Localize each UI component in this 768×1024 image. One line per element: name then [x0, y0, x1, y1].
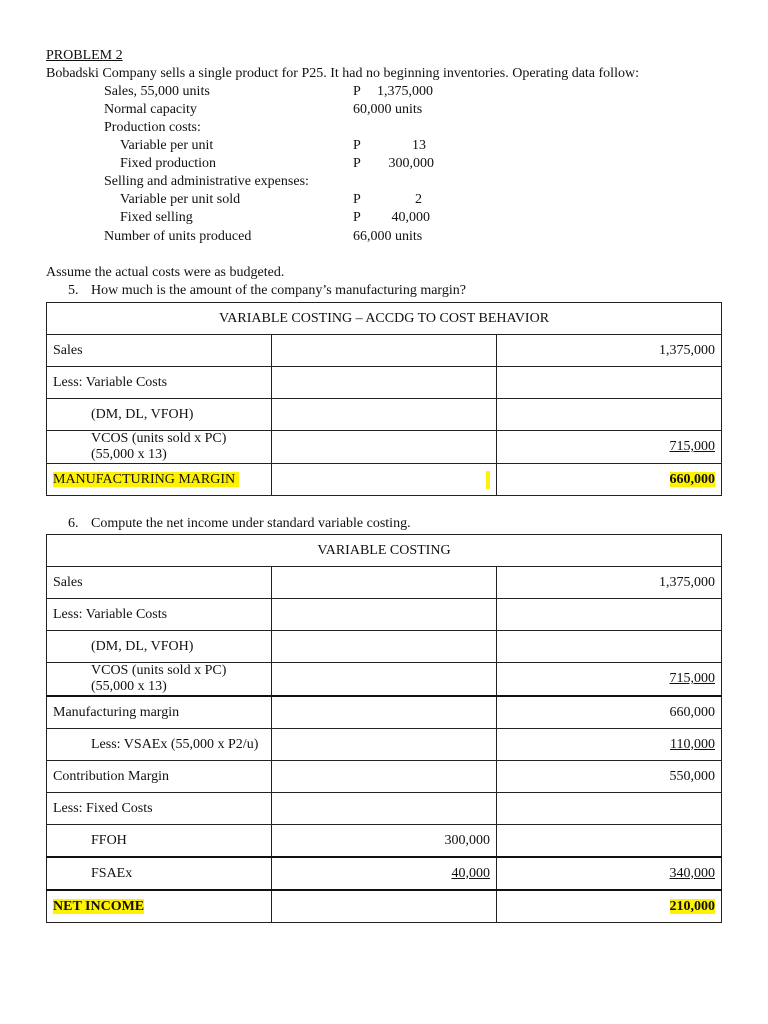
row-amount — [497, 631, 722, 663]
data-label: Variable per unit — [120, 138, 214, 153]
variable-costing-table-1 — [46, 302, 722, 496]
row-label-highlighted: NET INCOME — [53, 898, 145, 914]
problem-intro: Bobadski Company sells a single product for P25. It had no beginning inventories. Operating data follow: — [46, 66, 639, 81]
row-label-highlighted: MANUFACTURING MARGIN — [53, 472, 239, 487]
row-amount: 715,000 — [669, 671, 715, 686]
row-label: (DM, DL, VFOH) — [47, 399, 272, 431]
data-label: Fixed selling — [120, 210, 193, 225]
row-label: Less: Variable Costs — [47, 367, 272, 399]
row-mid: 40,000 — [451, 865, 490, 881]
variable-costing-table-2 — [46, 534, 722, 923]
question-6-text: Compute the net income under standard variable costing. — [91, 516, 411, 531]
table-row — [47, 663, 722, 697]
row-mid — [272, 631, 497, 663]
data-currency: P — [353, 84, 361, 99]
row-mid — [272, 599, 497, 631]
data-value: 1,375,000 — [377, 84, 433, 99]
table-row — [47, 857, 722, 890]
table-row — [47, 761, 722, 793]
data-label: Fixed production — [120, 156, 217, 171]
row-amount: 110,000 — [670, 736, 715, 752]
table-row — [47, 399, 722, 431]
row-mid — [272, 335, 497, 367]
data-value: 300,000 — [388, 156, 434, 171]
table-row — [47, 729, 722, 761]
row-mid — [272, 793, 497, 825]
question-5-number: 5. — [68, 283, 79, 298]
problem-heading: PROBLEM 2 — [46, 48, 123, 63]
row-label: Contribution Margin — [47, 761, 272, 793]
row-amount: 660,000 — [497, 696, 722, 729]
table-title: VARIABLE COSTING – ACCDG TO COST BEHAVIOR — [47, 303, 722, 335]
table-row-total — [47, 464, 722, 496]
question-6-number: 6. — [68, 516, 79, 531]
data-label: Variable per unit sold — [120, 192, 241, 207]
row-amount: 340,000 — [669, 865, 715, 881]
data-label: Production costs: — [104, 120, 201, 135]
data-value: 40,000 — [391, 210, 430, 225]
data-currency: P — [353, 138, 361, 153]
table-row — [47, 367, 722, 399]
row-amount-highlighted: 210,000 — [669, 898, 715, 914]
row-amount — [497, 793, 722, 825]
table-row — [47, 793, 722, 825]
data-currency: P — [353, 210, 361, 225]
assumption-note: Assume the actual costs were as budgeted. — [46, 265, 285, 280]
data-value: 66,000 units — [353, 229, 423, 244]
row-label: Less: VSAEx (55,000 x P2/u) — [47, 729, 272, 761]
row-amount — [497, 399, 722, 431]
table-title: VARIABLE COSTING — [47, 535, 722, 567]
row-label: Less: Fixed Costs — [47, 793, 272, 825]
table-row-total — [47, 890, 722, 923]
data-label: Normal capacity — [104, 102, 197, 117]
row-mid — [272, 696, 497, 729]
row-amount-highlighted: 660,000 — [669, 471, 715, 487]
row-amount: 1,375,000 — [497, 567, 722, 599]
row-amount — [497, 599, 722, 631]
data-currency: P — [353, 192, 361, 207]
table-row — [47, 567, 722, 599]
row-label: Less: Variable Costs — [47, 599, 272, 631]
row-mid — [272, 729, 497, 761]
row-mid — [272, 890, 497, 923]
row-mid — [272, 567, 497, 599]
row-amount — [497, 367, 722, 399]
data-currency: P — [353, 156, 361, 171]
data-value: 60,000 units — [353, 102, 423, 117]
data-value: 2 — [415, 192, 422, 207]
table-row — [47, 631, 722, 663]
row-mid — [272, 663, 497, 697]
data-label: Number of units produced — [104, 229, 252, 244]
row-amount — [497, 825, 722, 858]
highlight-mark — [486, 471, 490, 489]
data-label: Sales, 55,000 units — [104, 84, 210, 99]
row-label: (DM, DL, VFOH) — [47, 631, 272, 663]
row-mid — [272, 367, 497, 399]
table-row — [47, 431, 722, 464]
row-label: Manufacturing margin — [47, 696, 272, 729]
data-value: 13 — [412, 138, 426, 153]
row-amount: 715,000 — [669, 439, 715, 454]
row-label: Sales — [47, 335, 272, 367]
table-row — [47, 825, 722, 858]
row-mid — [272, 761, 497, 793]
row-label: VCOS (units sold x PC) (55,000 x 13) — [47, 663, 272, 697]
row-label: VCOS (units sold x PC) (55,000 x 13) — [47, 431, 272, 464]
question-5-text: How much is the amount of the company’s manufacturing margin? — [91, 283, 466, 298]
row-label: FSAEx — [47, 857, 272, 890]
table-row — [47, 599, 722, 631]
row-mid — [272, 431, 497, 464]
table-row — [47, 335, 722, 367]
row-amount: 550,000 — [497, 761, 722, 793]
row-mid: 300,000 — [272, 825, 497, 858]
data-label: Selling and administrative expenses: — [104, 174, 309, 189]
row-amount: 1,375,000 — [497, 335, 722, 367]
row-mid — [272, 399, 497, 431]
row-label: Sales — [47, 567, 272, 599]
table-row — [47, 696, 722, 729]
row-label: FFOH — [47, 825, 272, 858]
